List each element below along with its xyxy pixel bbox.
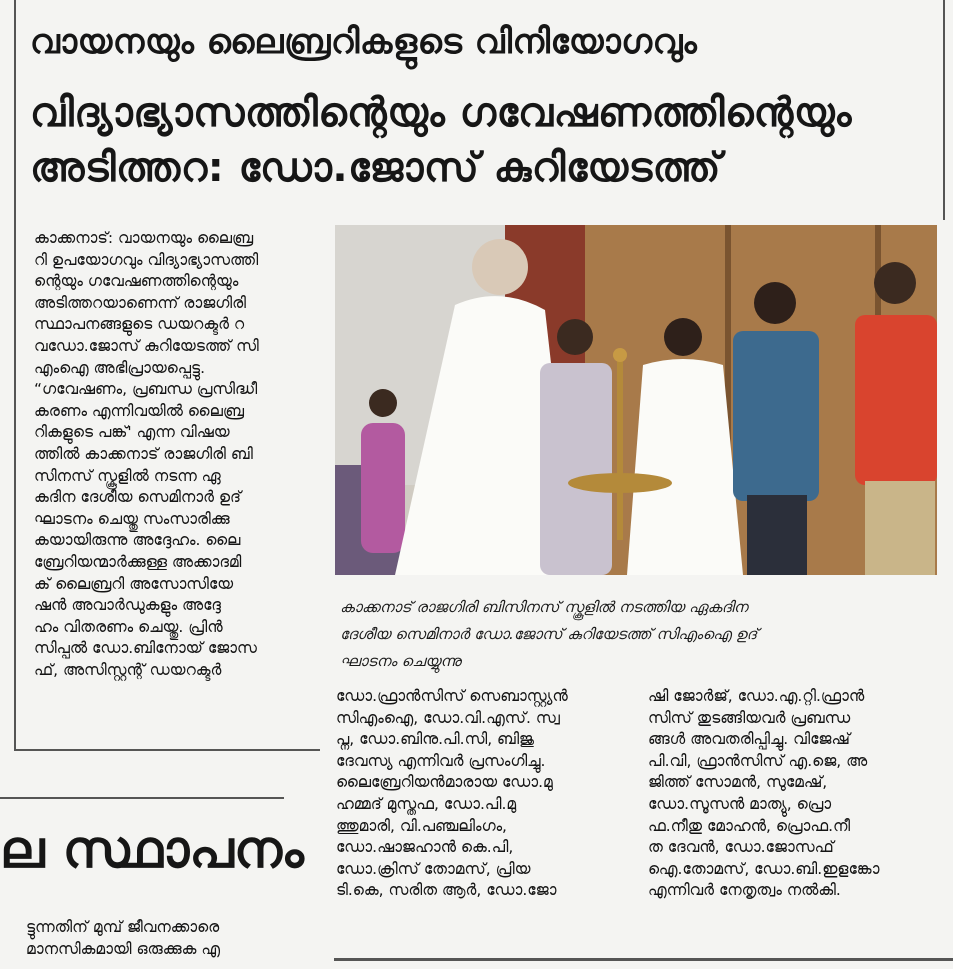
column-rule-bottom <box>14 749 320 751</box>
column-rule-left <box>14 0 16 750</box>
body-line: ത്തുമാരി, വി.പഞ്ചലിംഗം, <box>336 816 507 835</box>
article-body-middle <box>336 686 636 902</box>
body-line: കയായിരുന്നു അദ്ദേഹം. ലൈ <box>34 531 241 550</box>
body-line: പി.വി, ഫ്രാൻസിസ് എ.ജെ, അ <box>648 751 868 770</box>
bottom-rule <box>334 958 953 961</box>
body-line: ത്തിൽ കാക്കനാട് രാജഗിരി ബി <box>34 444 253 463</box>
body-line: അടിത്തറയാണെന്ന് രാജഗിരി <box>34 293 246 312</box>
body-line: ടി.കെ, സരിത ആർ, ഡോ.ജോ <box>336 881 557 900</box>
article-body-left <box>34 228 314 681</box>
body-line: സിസ് തുടങ്ങിയവർ പ്രബന്ധ <box>648 708 851 727</box>
body-line: ഡോ.സൂസൻ മാത്യു, പ്രൊ <box>648 794 832 813</box>
body-line: ബ്രേറിയന്മാർക്കുള്ള അക്കാദമി <box>34 552 242 571</box>
body-line: ഷി ജോർജ്, ഡോ.എ.റ്റി.ഫ്രാൻ <box>648 687 865 705</box>
photo-caption <box>340 594 930 675</box>
body-line: കരണം എന്നിവയിൽ ലൈബ്ര <box>34 401 244 420</box>
body-line: ന്റെയും ഗവേഷണത്തിന്റെയും <box>34 272 239 291</box>
body-line: ഷൻ അവാർഡുകളും അദ്ദേ <box>34 596 221 615</box>
body-line: റികളുടെ പങ്ക്' എന്ന വിഷയ <box>34 423 230 442</box>
body-line: “ഗവേഷണം, പ്രബന്ധ പ്രസിദ്ധീ <box>34 380 258 399</box>
body-line: മാനസികമായി ഒരുക്കുക എ <box>26 939 220 958</box>
news-photo <box>335 225 937 575</box>
body-line: ലൈബ്രേറിയൻമാരായ ഡോ.മു <box>336 773 553 792</box>
body-line: ഫ്, അസിസ്റ്റന്റ് ഡയറക്ടർ <box>34 660 222 679</box>
body-line: ദേവസ്യ എന്നിവർ പ്രസംഗിച്ചു. <box>336 751 546 770</box>
column-rule-right <box>943 0 945 220</box>
headline-line-3: അടിത്തറ: ഡോ.ജോസ് കുറിയേടത്ത് <box>30 145 721 191</box>
body-line: ഹമ്മദ് മുസ്തഫ, ഡോ.പി.മു <box>336 794 517 813</box>
body-line: ട്ടുന്നതിന് മുമ്പ് ജീവനക്കാരെ <box>26 918 220 936</box>
body-line: സിഎംഐ, ഡോ.വി.എസ്. സ്വ <box>336 708 560 727</box>
body-line: ഹം വിതരണം ചെയ്തു. പ്രിൻ <box>34 617 223 636</box>
body-line: ഘാടനം ചെയ്തു സംസാരിക്കു <box>34 509 230 528</box>
caption-line: ദേശീയ സെമിനാർ ഡോ.ജോസ് കുറിയേടത്ത് സിഎംഐ ഉദ് <box>340 625 758 643</box>
body-line: ഡോ.ഷാജഹാൻ കെ.പി, <box>336 838 514 857</box>
article-body-right <box>648 686 938 902</box>
body-line: ഐ.തോമസ്, ഡോ.ബി.ഇളങ്കോ <box>648 859 880 878</box>
caption-line: ഘാടനം ചെയ്യുന്നു <box>340 652 461 670</box>
body-line: എംഐ അഭിപ്രായപ്പെട്ടു. <box>34 358 205 377</box>
body-line: എന്നിവർ നേതൃത്വം നൽകി. <box>648 881 841 900</box>
body-line: പ്ന, ഡോ.ബിനു.പി.സി, ബിജു <box>336 730 534 749</box>
body-line: ങ്ങൾ അവതരിപ്പിച്ചു. വിജേഷ് <box>648 730 850 749</box>
body-line: ത ദേവൻ, ഡോ.ജോസഫ് <box>648 838 834 857</box>
body-line: ജിത്ത് സോമൻ, സുമേഷ്, <box>648 773 828 792</box>
body-line: ഫ.നീതു മോഹൻ, പ്രൊഫ.നീ <box>648 816 851 835</box>
body-line: വഡോ.ജോസ് കുറിയേടത്ത് സി <box>34 336 259 355</box>
adjacent-article-headline: ല സ്ഥാപനം <box>0 820 304 880</box>
headline-line-2: വിദ്യാഭ്യാസത്തിന്റെയും ഗവേഷണത്തിന്റെയും <box>30 90 852 136</box>
body-line: സ്ഥാപനങ്ങളുടെ ഡയറക്ടർ റ <box>34 315 245 334</box>
body-line: കദിന ദേശീയ സെമിനാർ ഉദ് <box>34 488 241 507</box>
body-line: ഡോ.ക്രിസ് തോമസ്, പ്രിയ <box>336 859 531 878</box>
headline-line-1: വായനയും ലൈബ്രറികളുടെ വിനിയോഗവും <box>30 22 698 62</box>
body-line: കാക്കനാട്: വായനയും ലൈബ്ര <box>34 229 254 247</box>
body-line: ക് ലൈബ്രറി അസോസിയേ <box>34 574 234 593</box>
photo-illustration <box>335 225 937 575</box>
body-line: സിപ്പൽ ഡോ.ബിനോയ് ജോസ <box>34 639 257 658</box>
body-line: ഡോ.ഫ്രാൻസിസ് സെബാസ്റ്റ്യൻ <box>336 687 568 705</box>
caption-line: കാക്കനാട് രാജഗിരി ബിസിനസ് സ്കൂളിൽ നടത്തിയ ഏകദിന <box>340 598 748 616</box>
adjacent-article-body <box>26 917 326 960</box>
body-line: സിനസ് സ്കൂളിൽ നടന്ന ഏ <box>34 466 221 485</box>
section-rule <box>0 797 284 799</box>
body-line: റി ഉപയോഗവും വിദ്യാഭ്യാസത്തി <box>34 250 259 269</box>
